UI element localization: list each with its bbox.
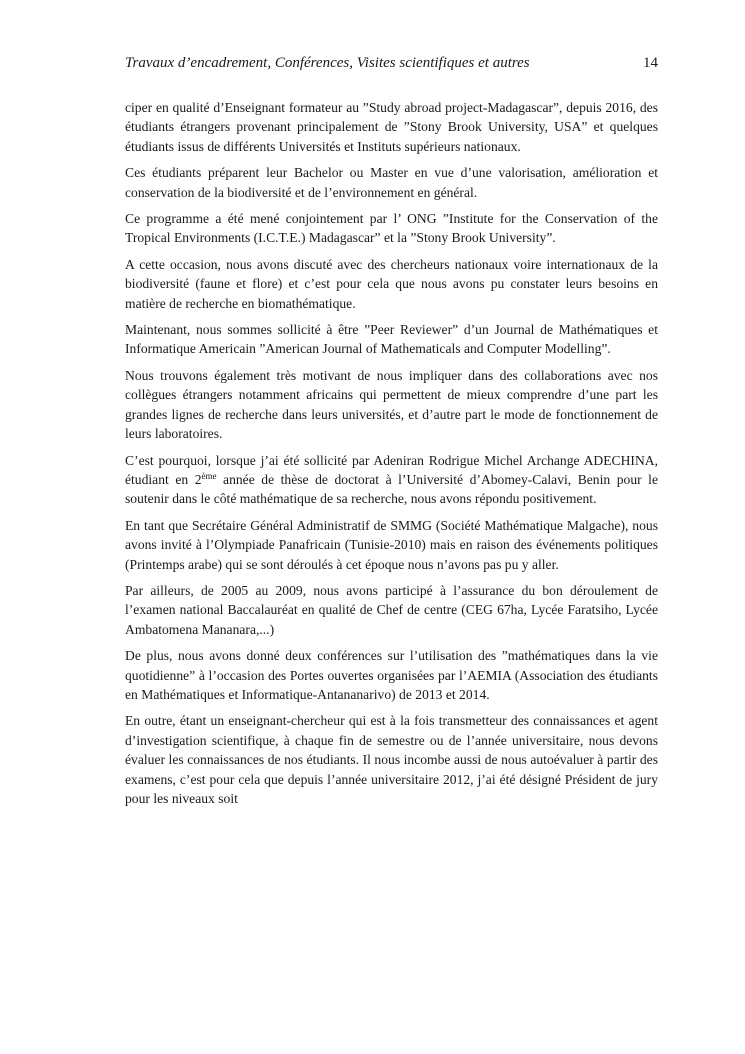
paragraph-adechina [125,451,658,509]
paragraph-occasion: A cette occasion, nous avons discuté avec des chercheurs nationaux voire internationaux de la biodiversité (faune et flore) et c’est pour cela que nous avons pu constater leurs besoins en matière de recherche en biomathématique. [125,256,658,311]
paragraph-collaborations: Nous trouvons également très motivant de nous impliquer dans des collaborations avec nos collègues étrangers notamment africains qui permettent de mieux comprendre d’une part les grandes lignes de recherche dans leurs universités, et d’autre part le mode de fonctionnement de leurs laboratoires. [125,367,658,442]
adechina-text-before: C’est pourquoi, lorsque j’ai été sollicité par Adeniran Rodrigue Michel Archange ADECHINA, étudiant en 2 [125,452,658,487]
paragraph-conferences: De plus, nous avons donné deux conférences sur l’utilisation des ”mathématiques dans la vie quotidienne” à l’occasion des Portes ouvertes organisées par l’AEMIA (Association des étudiants en Mathématiques et Informatique-Antananarivo) de 2013 et 2014. [125,648,658,702]
paragraph-study-abroad: ciper en qualité d’Enseignant formateur au ”Study abroad project-Madagascar”, depuis 2016, des étudiants étrangers provenant principalement de ”Stony Brook University, USA” et quelques étudiants issus de différents Universités et Instituts supérieurs nationaux. [125,100,658,154]
paragraph-programme: Ce programme a été mené conjointement par l’ ONG ”Institute for the Conservation of the Tropical Environments (I.C.T.E.) Madagascar” et la ”Stony Brook University”. [125,211,658,246]
body-text [125,98,658,815]
adechina-text-after: année de thèse de doctorat à l’Université d’Abomey-Calavi, Benin pour le soutenir dans le côté mathématique de sa recherche, nous avons répondu positivement. [125,471,658,507]
paragraph-smmg: En tant que Secrétaire Général Administratif de SMMG (Société Mathématique Malgache), nous avons invité à l’Olympiade Panafricain (Tunisie-2010) mais en raison des événements politiques (Printemps arabe) qui se sont déroulés à cet époque nous n’avons pas pu y aller. [125,517,658,572]
running-title: Travaux d’encadrement, Conférences, Visites scientifiques et autres [125,55,530,71]
paragraph-peer-reviewer: Maintenant, nous sommes sollicité à être ”Peer Reviewer” d’un Journal de Mathématiques et Informatique Americain ”American Journal of Mathematicals and Computer Modelling”. [125,322,658,357]
paragraph-evaluation: En outre, étant un enseignant-chercheur qui est à la fois transmetteur des connaissances et agent d’investigation scientifique, à chaque fin de semestre ou de l’année universitaire, nous devons évaluer les connaissances de nos étudiants. Il nous incombe aussi de nous autoévaluer à partir des examens, c’est pour cela que depuis l’année universitaire 2012, j’ai été désigné Président de jury pour les niveaux soit [125,713,658,806]
paragraph-baccalaureat: Par ailleurs, de 2005 au 2009, nous avons participé à l’assurance du bon déroulement de l’examen national Baccalauréat en qualité de Chef de centre (CEG 67ha, Lycée Faratsiho, Lycée Ambatomena Mananara,...) [125,582,658,637]
running-header [125,55,658,75]
page-number: 14 [643,55,658,71]
adechina-superscript: ème [201,470,217,481]
paragraph-students: Ces étudiants préparent leur Bachelor ou Master en vue d’une valorisation, amélioration et conservation de la biodiversité et de l’environnement en général. [125,165,658,200]
